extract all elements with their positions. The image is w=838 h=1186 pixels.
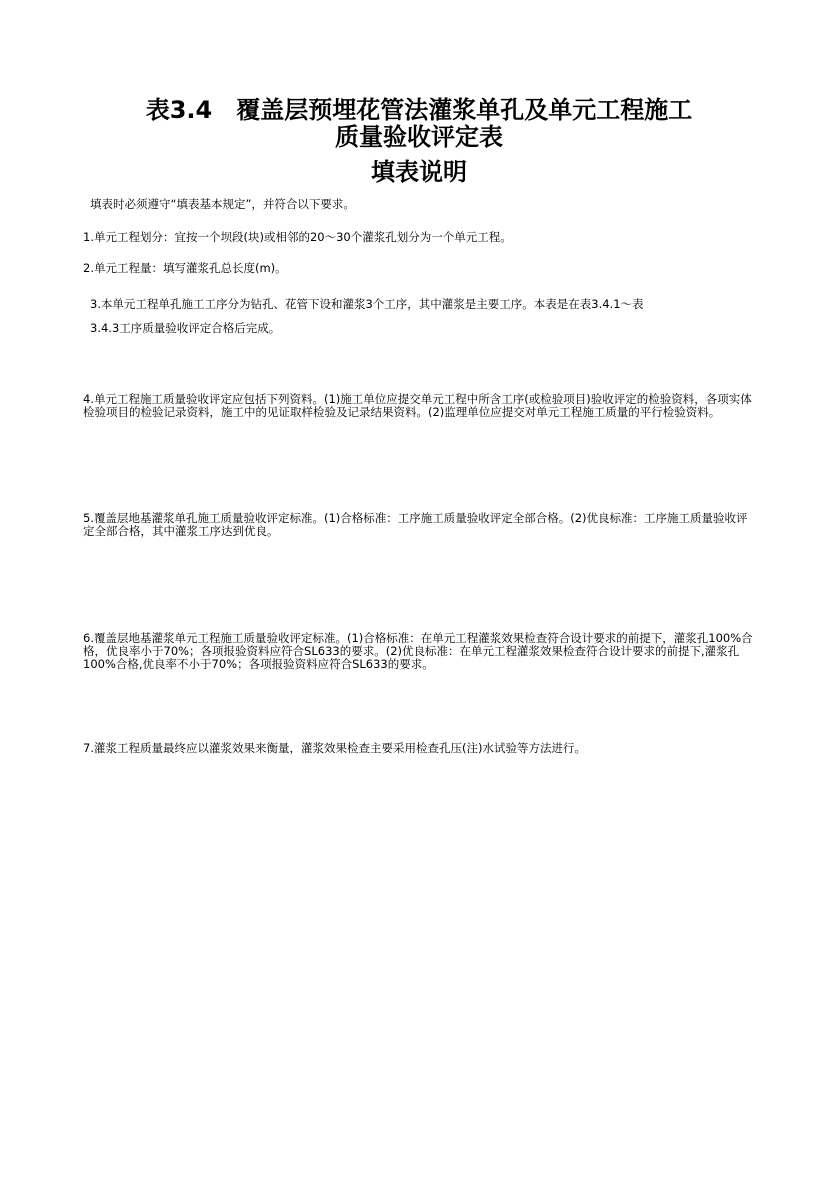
item-4-paragraph: 4.单元工程施工质量验收评定应包括下列资料。(1)施工单位应提交单元工程中所含工序(或检验项目)验收评定的检验资料，各项实体检验项目的检验记录资料，施工中的见证取样检验及记录结果资料。(2)监理单位应提交对单元工程施工质量的平行检验资料。: [83, 392, 752, 419]
item-7-paragraph: 7.灌浆工程质量最终应以灌浆效果来衡量，灌浆效果检查主要采用检查孔压(注)水试验等方法进行。: [83, 741, 586, 755]
item-5-paragraph: 5.覆盖层地基灌浆单孔施工质量验收评定标准。(1)合格标准：工序施工质量验收评定全部合格。(2)优良标准：工序施工质量验收评定全部合格，其中灌浆工序达到优良。: [83, 511, 748, 538]
item-3-paragraph-line1: 3.本单元工程单孔施工工序分为钻孔、花管下设和灌浆3个工序，其中灌浆是主要工序。本表是在表3.4.1～表: [90, 297, 644, 311]
item-2-paragraph: 2.单元工程量：填写灌浆孔总长度(m)。: [83, 261, 287, 275]
intro-paragraph: 填表时必须遵守“填表基本规定”，并符合以下要求。: [90, 197, 355, 211]
item-1-paragraph: 1.单元工程划分：宜按一个坝段(块)或相邻的20～30个灌浆孔划分为一个单元工程。: [83, 230, 512, 244]
document-title-line2: 质量验收评定表: [335, 123, 503, 151]
item-3-paragraph-line2: 3.4.3工序质量验收评定合格后完成。: [90, 321, 281, 335]
item-6-paragraph: 6.覆盖层地基灌浆单元工程施工质量验收评定标准。(1)合格标准：在单元工程灌浆效果检查符合设计要求的前提下，灌浆孔100%合格，优良率小于70%；各项报验资料应符合SL633的要求。(2)优良标准：在单元工程灌浆效果检查符合设计要求的前提下,灌浆孔100%合格,优良率不小于70%；各项报验资料应符合SL633的要求。: [83, 631, 753, 671]
document-subtitle: 填表说明: [371, 158, 467, 186]
document-title-line1: 表3.4 覆盖层预埋花管法灌浆单孔及单元工程施工: [145, 96, 693, 124]
